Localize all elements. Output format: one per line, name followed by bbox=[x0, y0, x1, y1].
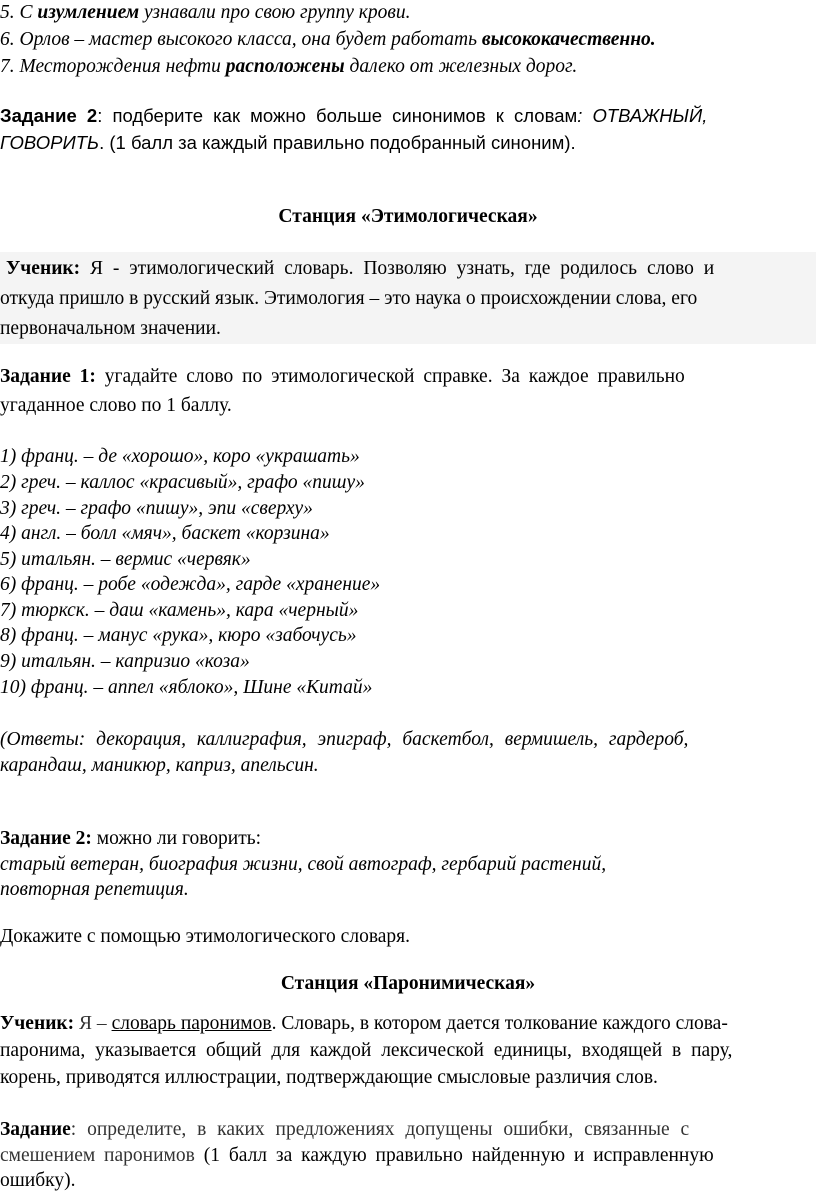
student-paronyms-line-2: паронима, указывается общий для каждой лексической единицы, входящей в пару, bbox=[0, 1040, 733, 1061]
student-paronyms-line-1: Ученик: Я – словарь паронимов. Словарь, в котором дается толкование каждого слова- bbox=[0, 1013, 728, 1034]
task2-prove-line: Докажите с помощью этимологического словаря. bbox=[0, 926, 411, 947]
sentence-item-7: 7. Месторождения нефти расположены далеко от железных дорог. bbox=[0, 56, 578, 77]
etymology-item: 10) франц. – аппел «яблоко», Шине «Китай» bbox=[0, 677, 373, 698]
station-etymology-title: Станция «Этимологическая» bbox=[278, 206, 538, 227]
etymology-item: 1) франц. – де «хорошо», коро «украшать» bbox=[0, 446, 360, 467]
synonym-task-line-2: ГОВОРИТЬ. (1 балл за каждый правильно подобранный синоним). bbox=[0, 132, 576, 153]
student-etymology-line-3: первоначальном значении. bbox=[0, 318, 221, 339]
final-task-line-1: Задание: определите, в каких предложениях допущены ошибки, связанные с bbox=[0, 1119, 690, 1140]
paronym-dictionary-link[interactable]: словарь паронимов bbox=[111, 1013, 272, 1034]
task1-line-2: угаданное слово по 1 баллу. bbox=[0, 395, 232, 416]
etymology-item: 7) тюркск. – даш «камень», кара «черный» bbox=[0, 600, 359, 621]
task2-phrases-line-1: старый ветеран, биография жизни, свой автограф, гербарий растений, bbox=[0, 854, 607, 875]
etymology-item: 8) франц. – манус «рука», кюро «забочусь» bbox=[0, 625, 357, 646]
answers-line-1: (Ответы: декорация, каллиграфия, эпиграф, баскетбол, вермишель, гардероб, bbox=[0, 729, 689, 750]
student-paronyms-line-3: корень, приводятся иллюстрации, подтверждающие смысловые различия слов. bbox=[0, 1067, 658, 1088]
etymology-item: 3) греч. – графо «пишу», эпи «сверху» bbox=[0, 498, 313, 519]
student-etymology-line-1: Ученик: Я - этимологический словарь. Позволяю узнать, где родилось слово и bbox=[6, 258, 715, 279]
task2-phrases-line-2: повторная репетиция. bbox=[0, 879, 189, 900]
etymology-item: 6) франц. – робе «одежда», гарде «хранение» bbox=[0, 574, 381, 595]
etymology-item: 5) итальян. – вермис «червяк» bbox=[0, 549, 251, 570]
final-task-line-2: смешением паронимов (1 балл за каждую правильно найденную и исправленную bbox=[0, 1145, 714, 1166]
answers-line-2: карандаш, маникюр, каприз, апельсин. bbox=[0, 755, 319, 776]
etymology-item: 4) англ. – болл «мяч», баскет «корзина» bbox=[0, 523, 330, 544]
sentence-item-6: 6. Орлов – мастер высокого класса, она будет работать высококачественно. bbox=[0, 29, 656, 50]
etymology-item: 9) итальян. – капризио «коза» bbox=[0, 651, 250, 672]
station-paronyms-title: Станция «Паронимическая» bbox=[280, 973, 536, 994]
student-etymology-line-2: откуда пришло в русский язык. Этимология – это наука о происхождении слова, его bbox=[0, 288, 698, 309]
final-task-line-3: ошибку). bbox=[0, 1170, 76, 1191]
synonym-task-line-1: Задание 2: подберите как можно больше синонимов к словам: ОТВАЖНЫЙ, bbox=[0, 105, 708, 126]
etymology-item: 2) греч. – каллос «красивый», графо «пишу» bbox=[0, 472, 365, 493]
sentence-item-5: 5. С изумлением узнавали про свою группу крови. bbox=[0, 2, 411, 23]
task2-prompt: Задание 2: можно ли говорить: bbox=[0, 828, 262, 849]
task1-line-1: Задание 1: угадайте слово по этимологической справке. За каждое правильно bbox=[0, 366, 685, 387]
